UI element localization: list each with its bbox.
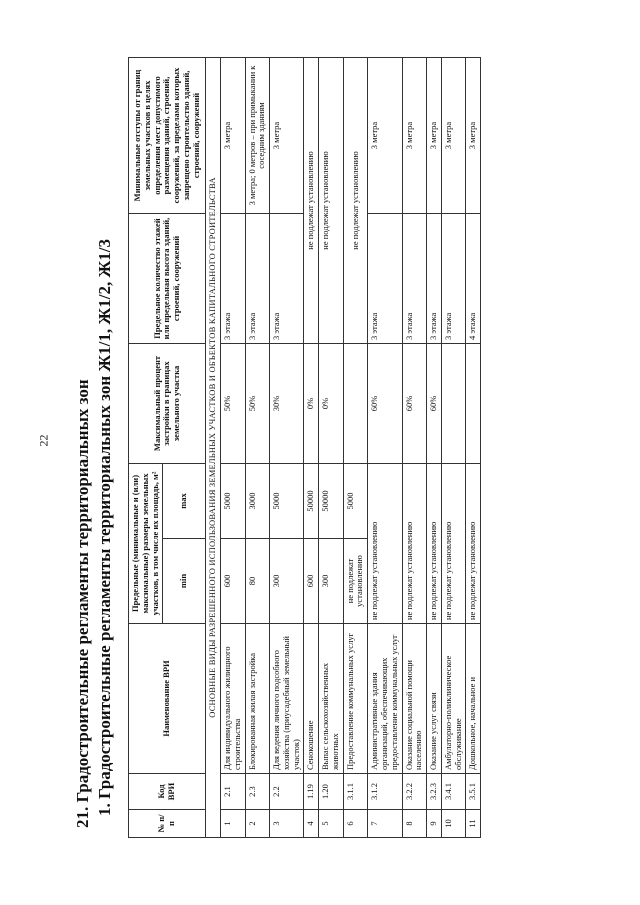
- cell-floors: 4 этажа: [466, 214, 481, 344]
- cell-percent: 0%: [319, 344, 344, 464]
- cell-floors-setback: не подлежат установлению: [319, 58, 344, 344]
- cell-code: 3.4.1: [441, 774, 466, 810]
- section-heading: 21. Градостроительные регламенты территориальных зон: [73, 379, 92, 828]
- cell-percent: [466, 344, 481, 464]
- cell-setback: 3 метра: [368, 58, 402, 214]
- cell-setback: 3 метра: [221, 58, 246, 214]
- cell-code: 1.20: [319, 774, 344, 810]
- cell-max: 50000: [304, 464, 319, 539]
- cell-code: 3.2.3: [427, 774, 442, 810]
- cell-min: 300: [270, 539, 304, 624]
- cell-num: 5: [319, 810, 344, 838]
- cell-minmax: не подлежат установлению: [427, 464, 442, 624]
- table-row: [368, 58, 402, 838]
- cell-floors: 3 этажа: [402, 214, 427, 344]
- cell-percent: 50%: [245, 344, 270, 464]
- cell-max: 5000: [221, 464, 246, 539]
- cell-setback: 3 метра: [270, 58, 304, 214]
- cell-name: Оказание социальной помощи населению: [402, 624, 427, 774]
- cell-code: 3.1.1: [343, 774, 368, 810]
- cell-name: Блокированная жилая застройка: [245, 624, 270, 774]
- cell-minmax: не подлежат установлению: [368, 464, 402, 624]
- cell-floors: 3 этажа: [245, 214, 270, 344]
- cell-setback: 3 метра: [466, 58, 481, 214]
- cell-num: 2: [245, 810, 270, 838]
- page-number: 22: [36, 434, 51, 447]
- cell-percent: 60%: [368, 344, 402, 464]
- cell-num: 1: [221, 810, 246, 838]
- cell-floors-setback: не подлежат установлению: [304, 58, 319, 344]
- cell-floors: 3 этажа: [221, 214, 246, 344]
- header-setback: Минимальные отступы от границ земельных участков в целях определения мест допустимого размещения зданий, строений, сооружений, за пределами которых запрещено строительство зданий, строений, сооружений: [129, 58, 206, 214]
- section-subheading: 1. Градостроительные регламенты территориальных зон Ж1/1, Ж1/2, Ж1/3: [95, 239, 114, 816]
- cell-min: 300: [319, 539, 344, 624]
- cell-setback: 3 метра; 0 метров – при примыкании к соседним зданиям: [245, 58, 270, 214]
- cell-max: 50000: [319, 464, 344, 539]
- cell-num: 11: [466, 810, 481, 838]
- regulations-table-wrapper: [128, 58, 481, 838]
- header-percent: Максимальный процент застройки в границах земельного участка: [129, 344, 206, 464]
- cell-code: 2.1: [221, 774, 246, 810]
- cell-code: 3.1.2: [368, 774, 402, 810]
- cell-name: Выпас сельскохозяйственных животных: [319, 624, 344, 774]
- cell-max: 3000: [245, 464, 270, 539]
- cell-code: 3.5.1: [466, 774, 481, 810]
- cell-minmax: не подлежат установлению: [441, 464, 466, 624]
- table-row: [466, 58, 481, 838]
- cell-percent: 30%: [270, 344, 304, 464]
- cell-floors: 3 этажа: [441, 214, 466, 344]
- cell-percent: 60%: [402, 344, 427, 464]
- cell-num: 3: [270, 810, 304, 838]
- section-row: [206, 58, 221, 838]
- cell-minmax: не подлежат установлению: [466, 464, 481, 624]
- cell-min: не подлежат установлению: [343, 539, 368, 624]
- regulations-table: [128, 57, 481, 838]
- header-name: Наименование ВРИ: [129, 624, 206, 774]
- cell-percent: [343, 344, 368, 464]
- cell-setback: 3 метра: [441, 58, 466, 214]
- cell-num: 7: [368, 810, 402, 838]
- cell-setback: 3 метра: [427, 58, 442, 214]
- cell-num: 10: [441, 810, 466, 838]
- section-title: ОСНОВНЫЕ ВИДЫ РАЗРЕШЕННОГО ИСПОЛЬЗОВАНИЯ ЗЕМЕЛЬНЫХ УЧАСТКОВ И ОБЪЕКТОВ КАПИТАЛЬНОГО СТРОИТЕЛЬСТВА: [206, 58, 221, 838]
- cell-percent: [441, 344, 466, 464]
- table-row: [245, 58, 270, 838]
- table-row: [427, 58, 442, 838]
- cell-code: 2.2: [270, 774, 304, 810]
- table-row: [221, 58, 246, 838]
- cell-code: 2.3: [245, 774, 270, 810]
- cell-min: 600: [304, 539, 319, 624]
- cell-percent: 50%: [221, 344, 246, 464]
- cell-floors: 3 этажа: [427, 214, 442, 344]
- cell-name: Для ведения личного подсобного хозяйства (приусадебный земельный участок): [270, 624, 304, 774]
- table-row: [402, 58, 427, 838]
- cell-code: 1.19: [304, 774, 319, 810]
- cell-floors: 3 этажа: [270, 214, 304, 344]
- table-row: [304, 58, 319, 838]
- cell-num: 8: [402, 810, 427, 838]
- cell-name: Административные здания организаций, обеспечивающих предоставление коммунальных услуг: [368, 624, 402, 774]
- table-row: [441, 58, 466, 838]
- cell-setback: 3 метра: [402, 58, 427, 214]
- header-floors: Предельное количество этажей или предельная высота зданий, строений, сооружений: [129, 214, 206, 344]
- header-max: max: [163, 464, 206, 539]
- table-row: [319, 58, 344, 838]
- cell-floors: 3 этажа: [368, 214, 402, 344]
- table-row: [270, 58, 304, 838]
- cell-max: 5000: [343, 464, 368, 539]
- cell-minmax: не подлежат установлению: [402, 464, 427, 624]
- cell-min: 80: [245, 539, 270, 624]
- cell-floors-setback: не подлежат установлению: [343, 58, 368, 344]
- cell-name: Дошкольное, начальное и: [466, 624, 481, 774]
- cell-percent: 0%: [304, 344, 319, 464]
- header-code: Код ВРИ: [129, 774, 206, 810]
- cell-name: Предоставление коммунальных услуг: [343, 624, 368, 774]
- cell-code: 3.2.2: [402, 774, 427, 810]
- header-min: min: [163, 539, 206, 624]
- cell-name: Амбулаторно-поликлиническое обслуживание: [441, 624, 466, 774]
- cell-num: 9: [427, 810, 442, 838]
- header-num: № п/п: [129, 810, 206, 838]
- cell-name: Сенокошение: [304, 624, 319, 774]
- cell-percent: 60%: [427, 344, 442, 464]
- table-row: [343, 58, 368, 838]
- cell-min: 600: [221, 539, 246, 624]
- cell-num: 4: [304, 810, 319, 838]
- header-area: Предельные (минимальные и (или) максимальные) размеры земельных участков, в том числе их площадь, м²: [129, 464, 163, 624]
- table-header-row: [129, 58, 163, 838]
- cell-num: 6: [343, 810, 368, 838]
- cell-name: Для индивидуального жилищного строительства: [221, 624, 246, 774]
- rotated-page-content: [73, 58, 603, 838]
- cell-name: Оказание услуг связи: [427, 624, 442, 774]
- cell-max: 5000: [270, 464, 304, 539]
